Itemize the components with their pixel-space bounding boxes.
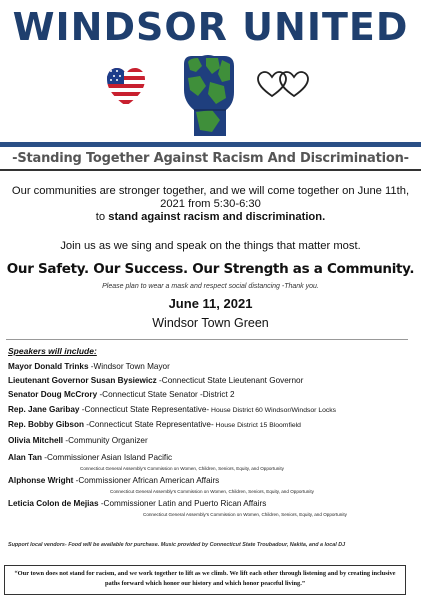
speaker-name: Olivia Mitchell	[8, 436, 64, 445]
speaker-role: -Connecticut State Representative-	[83, 420, 214, 429]
speaker-name: Rep. Bobby Gibson	[8, 420, 84, 429]
flyer-subtitle: -Standing Together Against Racism And Discrimination-	[12, 151, 409, 166]
speaker-row	[8, 376, 303, 385]
earth-fist-icon	[172, 52, 246, 138]
speaker-role: -Windsor Town Mayor	[88, 362, 170, 371]
intro-line-2-bold: stand against racism and discrimination.	[108, 211, 326, 223]
vendors-note: Support local vendors- Food will be available for purchase. Music provided by Connecticut State Troubadour, Nakita, and a local DJ	[8, 542, 346, 548]
speaker-name: Alphonse Wright	[8, 476, 74, 485]
speaker-district: House District 60 Windsor/Windsor Locks	[209, 407, 337, 414]
join-text: Join us as we sing and speak on the things that matter most.	[60, 240, 361, 252]
speaker-name: Leticia Colon de Mejias	[8, 499, 99, 508]
speakers-heading: Speakers will include:	[8, 346, 97, 356]
event-venue: Windsor Town Green	[152, 316, 269, 330]
flyer-title: WINDSOR UNITED	[12, 5, 409, 49]
speaker-role: -Commissioner Asian Island Pacific	[41, 453, 173, 462]
speaker-role: -Community Organizer	[63, 436, 148, 445]
speaker-role: -Commissioner Latin and Puerto Rican Affairs	[98, 499, 267, 508]
section-divider	[6, 339, 408, 340]
speaker-row	[8, 362, 170, 371]
speaker-name: Senator Doug McCrory	[8, 390, 98, 399]
two-hearts-icon	[256, 70, 312, 98]
speaker-row	[8, 420, 301, 429]
intro-paragraph	[6, 185, 415, 224]
speaker-district: House District 15 Bloomfield	[213, 422, 301, 429]
slogan: Our Safety. Our Success. Our Strength as a Community.	[6, 261, 415, 277]
intro-line-1: Our communities are stronger together, and we will come together on June 11th, 2021 from 5:30-6:30	[11, 185, 410, 210]
event-date: June 11, 2021	[168, 296, 253, 311]
speaker-row	[8, 476, 219, 485]
speaker-role: -Commissioner African American Affairs	[73, 476, 220, 485]
speaker-row	[8, 499, 266, 508]
header-divider-blue	[0, 142, 421, 147]
commission-note: Connecticut General Assembly's Commission on Women, Children, Seniors, Equity, and Opportunity	[110, 489, 314, 494]
speaker-role: -Connecticut State Lieutenant Governor	[156, 376, 304, 385]
speaker-name: Rep. Jane Garibay	[8, 405, 80, 414]
speaker-role: -Connecticut State Representative-	[79, 405, 210, 414]
speaker-name: Mayor Donald Trinks	[8, 362, 89, 371]
town-quote-box: “Our town does not stand for racism, and we work together to lift as we climb. We lift each other through listening and by creating inclusive paths forward which honor our history and which honor peaceful living.”	[4, 565, 406, 595]
mask-note: Please plan to wear a mask and respect social distancing -Thank you.	[102, 283, 319, 290]
subtitle-divider	[0, 169, 421, 171]
speaker-row	[8, 405, 336, 414]
speaker-row	[8, 436, 148, 445]
speaker-name: Alan Tan	[8, 453, 42, 462]
speaker-row	[8, 453, 172, 462]
speaker-row	[8, 390, 235, 399]
speaker-role: -Connecticut State Senator -District 2	[97, 390, 235, 399]
intro-line-2-prefix: to	[95, 211, 109, 223]
american-flag-heart-icon	[106, 66, 146, 108]
commission-note: Connecticut General Assembly's Commission on Women, Children, Seniors, Equity, and Opportunity	[80, 466, 284, 471]
commission-note: Connecticut General Assembly's Commission on Women, Children, Seniors, Equity, and Opportunity	[143, 512, 347, 517]
speaker-name: Lieutenant Governor Susan Bysiewicz	[8, 376, 157, 385]
